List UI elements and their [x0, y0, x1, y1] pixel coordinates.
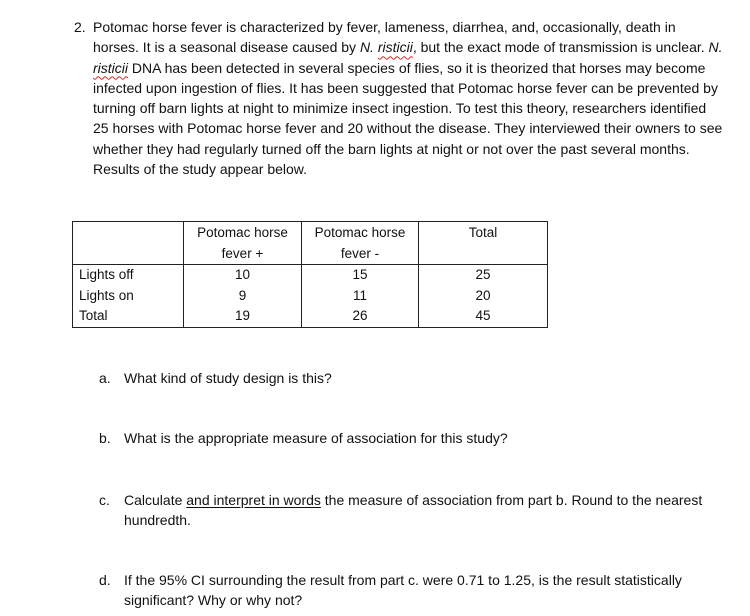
table-row	[73, 265, 548, 286]
header-cell-empty	[73, 222, 184, 265]
part-a	[99, 368, 719, 388]
header-line: Potomac horse	[314, 225, 406, 240]
underlined-phrase: and interpret in words	[186, 492, 321, 508]
table-row	[73, 286, 548, 307]
part-d	[99, 570, 719, 611]
table-cell: 25	[419, 265, 548, 286]
question-2	[74, 17, 724, 179]
table-cell: 19	[184, 306, 302, 327]
genus-abbrev-1: N.	[359, 39, 378, 56]
question-mid: , but the exact mode of transmission is unclear.	[412, 39, 709, 56]
header-line: Total	[468, 225, 498, 240]
part-letter: b.	[99, 430, 111, 446]
question-number: 2.	[74, 19, 86, 35]
header-cell-total	[419, 222, 548, 265]
row-label: Lights on	[73, 286, 184, 307]
part-letter: d.	[99, 572, 111, 588]
table-cell: 45	[419, 306, 548, 327]
table-row	[73, 306, 548, 327]
part-c	[99, 490, 719, 531]
row-label: Lights off	[73, 265, 184, 286]
part-text: Calculate and interpret in words the measure of association from part b. Round to the nearest hundredth.	[124, 492, 703, 529]
header-line: Potomac horse	[197, 225, 288, 240]
table-cell: 20	[419, 286, 548, 307]
question-text	[93, 17, 724, 179]
header-cell-fever-positive	[184, 222, 302, 265]
header-line: fever -	[340, 246, 380, 261]
table-cell: 11	[302, 286, 419, 307]
table-header-row	[73, 222, 548, 265]
question-lead: Potomac horse fever is characterized by fever, lameness, diarrhea, and, occasionally, death in horses. It is a seasonal disease caused by	[93, 19, 676, 56]
species-name-1: risticii	[377, 39, 413, 56]
part-text: If the 95% CI surrounding the result from part c. were 0.71 to 1.25, is the result statistically significant? Why or why not?	[124, 572, 682, 609]
row-label: Total	[73, 306, 184, 327]
part-b	[99, 428, 719, 448]
part-letter: a.	[99, 370, 111, 386]
question-rest: DNA has been detected in several species of flies, so it is theorized that horses may become infected upon ingestion of flies. It has been suggested that Potomac horse fever can be prevented by turning off barn lights at night to minimize insect ingestion. To test this theory, researchers identified 25 horses with Potomac horse fever and 20 without the disease. They interviewed their owners to see whether they had regularly turned off the barn lights at night or not over the past several months. Results of the study appear below.	[93, 59, 723, 178]
part-text: What kind of study design is this?	[124, 370, 332, 386]
table-cell: 26	[302, 306, 419, 327]
species-name-2: risticii	[93, 59, 128, 76]
header-line: fever +	[221, 246, 264, 261]
results-table	[72, 221, 548, 328]
part-letter: c.	[99, 492, 110, 508]
part-text: What is the appropriate measure of association for this study?	[124, 430, 508, 446]
table-cell: 15	[302, 265, 419, 286]
table-cell: 9	[184, 286, 302, 307]
genus-abbrev-2: N.	[708, 39, 723, 56]
table-cell: 10	[184, 265, 302, 286]
header-cell-fever-negative	[302, 222, 419, 265]
